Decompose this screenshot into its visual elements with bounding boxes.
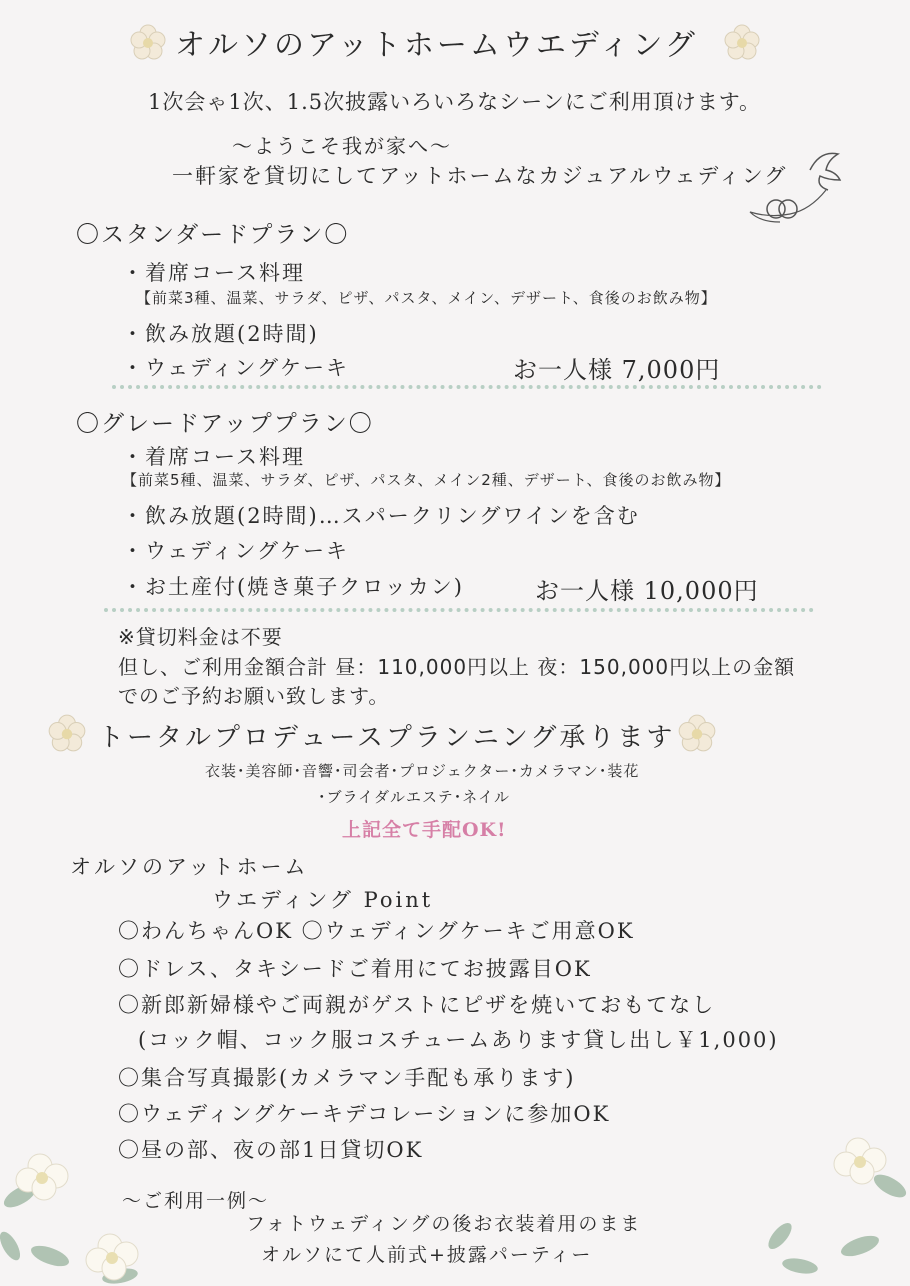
point-item: 〇集合写真撮影(カメラマン手配も承ります) <box>118 1066 576 1090</box>
upgrade-item: ・飲み放題(2時間)…スパークリングワインを含む <box>122 504 640 528</box>
produce-title: トータルプロデュースプランニング承ります <box>98 723 676 753</box>
upgrade-item: ・着席コース料理 <box>122 445 305 469</box>
points-heading: オルソのアットホーム <box>70 855 309 879</box>
example-heading: 〜ご利用一例〜 <box>122 1190 270 1212</box>
divider <box>112 385 822 389</box>
standard-plan-title: 〇スタンダードプラン〇 <box>76 222 350 248</box>
upgrade-item: ・お土産付(焼き菓子クロッカン) <box>122 575 464 599</box>
casual-wedding-text: 一軒家を貸切にしてアットホームなカジュアルウェディング <box>172 164 788 188</box>
upgrade-price: お一人様 10,000円 <box>535 577 759 605</box>
example-line: オルソにて人前式+披露パーティー <box>261 1244 593 1266</box>
standard-menu: 【前菜3種、温菜、サラダ、ピザ、パスタ、メイン、デザート、食後のお飲み物】 <box>136 289 717 307</box>
welcome-text: 〜ようこそ我が家へ〜 <box>232 134 452 158</box>
flower-icon <box>0 1136 170 1286</box>
upgrade-item: ・ウェディングケーキ <box>122 539 350 563</box>
intro-text: 1次会ゃ1次、1.5次披露いろいろなシーンにご利用頂けます。 <box>148 90 762 114</box>
flower-icon <box>676 712 718 754</box>
point-item: 〇わんちゃんOK 〇ウェディングケーキご用意OK <box>118 919 635 943</box>
services-list: ･ブライダルエステ･ネイル <box>318 788 510 806</box>
upgrade-menu: 【前菜5種、温菜、サラダ、ピザ、パスタ、メイン2種、デザート、食後のお飲み物】 <box>122 471 731 489</box>
flower-icon <box>128 22 168 62</box>
rings-icon <box>760 194 804 224</box>
standard-item: ・飲み放題(2時間) <box>122 322 319 346</box>
note-line: 但し、ご利用金額合計 昼：110,000円以上 夜：150,000円以上の金額 <box>118 655 796 679</box>
note-line: ※貸切料金は不要 <box>118 625 283 649</box>
point-item: 〇ドレス、タキシードご着用にてお披露目OK <box>118 957 592 981</box>
example-line: フォトウェディングの後お衣装着用のまま <box>246 1213 642 1235</box>
point-item: 〇昼の部、夜の部1日貸切OK <box>118 1138 424 1162</box>
flower-icon <box>46 712 88 754</box>
arranged-badge: 上記全て手配OK! <box>342 819 507 841</box>
divider <box>104 608 814 612</box>
point-item: 〇新郎新婦様やご両親がゲストにピザを焼いておもてなし <box>118 993 716 1017</box>
flower-icon <box>722 22 762 62</box>
note-line: でのご予約お願い致します。 <box>118 684 390 708</box>
points-heading: ウエディング Point <box>212 888 434 912</box>
upgrade-plan-title: 〇グレードアッププラン〇 <box>76 411 374 437</box>
standard-price: お一人様 7,000円 <box>513 356 721 384</box>
flower-icon <box>740 1126 910 1286</box>
point-item: (コック帽、コック服コスチュームあります貸し出し￥1,000) <box>138 1028 779 1052</box>
point-item: 〇ウェディングケーキデコレーションに参加OK <box>118 1102 611 1126</box>
page-title: オルソのアットホームウエディング <box>175 28 698 63</box>
standard-item: ・ウェディングケーキ <box>122 356 350 380</box>
standard-item: ・着席コース料理 <box>122 261 305 285</box>
services-list: 衣装･美容師･音響･司会者･プロジェクター･カメラマン･装花 <box>205 762 640 780</box>
